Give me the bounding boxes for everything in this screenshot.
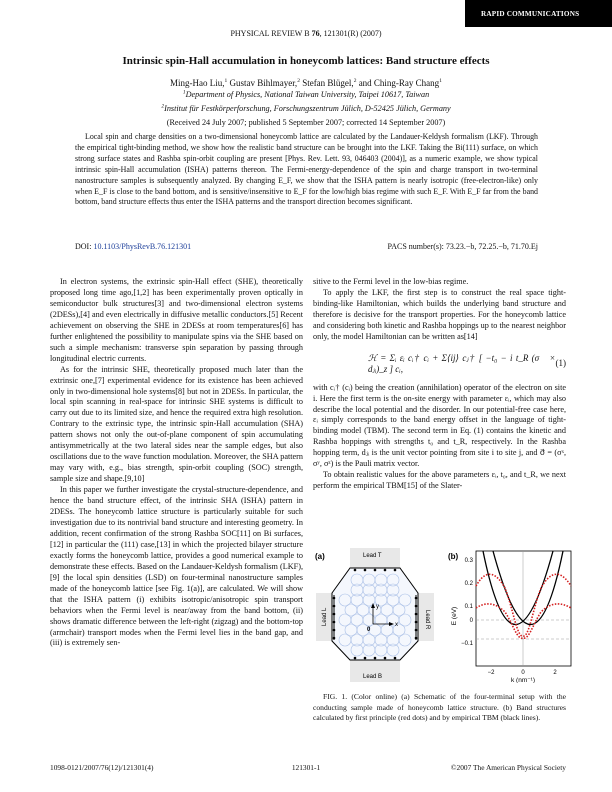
svg-text:0: 0 xyxy=(367,627,371,633)
svg-text:0: 0 xyxy=(469,618,473,624)
equation-number: (1) xyxy=(555,358,566,369)
svg-text:Lead L: Lead L xyxy=(322,607,328,626)
svg-text:−2: −2 xyxy=(487,670,495,676)
svg-text:Lead R: Lead R xyxy=(424,610,430,630)
footer-copyright: ©2007 The American Physical Society xyxy=(450,763,566,772)
paragraph: sitive to the Fermi level in the low-bias regime. xyxy=(313,277,469,286)
doi-link[interactable]: 10.1103/PhysRevB.76.121301 xyxy=(93,242,192,251)
paper-title: Intrinsic spin-Hall accumulation in honeycomb lattices: Band structure effects xyxy=(122,55,490,67)
right-column xyxy=(313,277,566,492)
footer-page-number: 121301-1 xyxy=(291,763,321,772)
svg-text:0.1: 0.1 xyxy=(464,604,473,610)
paragraph: As for the intrinsic SHE, theoretically proposed much later than the extrinsic one,[7] experimental evidence for its existence has been achieved only in two-dimensional hole systems[8] but not in 2DESs. In particular, the local spin scanning in real-space for intrinsic SHE systems is difficult to carry out due to its limited size, and hence the required extra high resolution. Contrary to the extrinsic type, the intrinsic spin-Hall accumulation (SHA) pattern shows not only the out-of-plane component of spin accumulating antisymmetrically at the two lateral sides near the sample edges, but also oscillations due to the wave function modulation. Moreover, the SHA pattern may vary with, e.g., bias strength, spin-orbit coupling (SOC) strength, sample size and shape.[9,10] xyxy=(50,364,303,484)
rapid-communications-banner xyxy=(465,0,612,27)
abstract: Local spin and charge densities on a two-dimensional honeycomb lattice are calculated by the Landauer-Keldysh formalism (LKF). Through the empirical tight-binding method, we show how the realistic band structure can be brought into the LKF. Taking the Bi(111) surface, on which strong surface states and Rashba spin-orbit coupling are present [Phys. Rev. Lett. 93, 046403 (2004)], as a numeric example, we show typical intrinsic spin-Hall accumulation (ISHA) patterns thereon. The Fermi-energy-dependence of the spin and charge transport in two-terminal nanostructure samples is subsequently analyzed. By changing E_F, we show that the ISHA pattern is nearly isotropic (free-electron-like) only when E_F is close to the band bottom, and is sensitive/insensitive to E_F for the low/high bias regime with such E_F. With E_F far from the band bottom, band structure effects thus enter the ISHA patterns and the transport direction becomes significant. xyxy=(75,132,538,207)
author: and Ching-Ray Chang$^1$ xyxy=(358,78,442,88)
equation-body: ℋ = Σᵢ εᵢ cᵢ† cᵢ + Σ⟨ij⟩ cⱼ† [ −t₀ − i t_R (σ⃗ × dⱼᵢ)_z ] cᵢ, xyxy=(368,352,556,374)
paragraph: To obtain realistic values for the above parameters εᵢ, t₀, and t_R, we next perform the empirical TBM[15] of the Slater- xyxy=(313,470,566,491)
paragraph: In this paper we further investigate the crystal-structure-dependence, and hence the band structure effect, of the intrinsic SHA (ISHA) pattern in 2DESs. The honeycomb lattice structure is particularly suitable for such investigation due to its nontrivial band structure and interesting geometry. In addition, recent confirmation of the strong Rashba SOC[11] on Bi surfaces,[12] in particular the (111) case,[13] in which the projected bilayer structure exactly forms the honeycomb lattice, provides a good numerical example to demonstrate these effects. Based on the Landauer-Keldysh formalism (LKF),[9] the local spin densities (LSD) on four-terminal nanostructure samples made of the honeycomb lattice [see Fig. 1(a)], are calculated. We will show that the ISHA pattern (i) exhibits isotropic/anisotropic spin transport behaviors when the Fermi level is near/away from the band bottom, (ii) shows dramatic difference between the left-right (zigzag) and the bottom-top (armchair) transport modes when the Fermi level lies in the band gap, and (iii) is extremely sen- xyxy=(50,485,303,648)
svg-text:Lead T: Lead T xyxy=(363,553,382,559)
svg-text:(b): (b) xyxy=(448,552,459,561)
svg-text:−0.1: −0.1 xyxy=(461,641,473,647)
paragraph: To apply the LKF, the first step is to construct the real space tight-binding-like Hamiltonian, which builds the underlying band structure and therefore is decisive for the transport properties. For the honeycomb lattice and considering both kinetic and Rashba hoppings up to the nearest neighbor only, the model Hamiltonian can be written as[14] xyxy=(313,287,566,341)
svg-text:Lead B: Lead B xyxy=(363,674,383,680)
article-id: 121301(R) (2007) xyxy=(323,29,382,38)
author-list xyxy=(0,78,612,88)
author: Ming-Hao Liu,$^1$ xyxy=(170,78,228,88)
svg-text:0: 0 xyxy=(521,670,525,676)
footer-issn: 1098-0121/2007/76(12)/121301(4) xyxy=(50,763,154,772)
figure-1 xyxy=(313,548,576,683)
left-column xyxy=(50,277,303,649)
journal-header: PHYSICAL REVIEW B 76, 121301(R) (2007) xyxy=(230,29,382,38)
panel-b-band-structure xyxy=(448,551,571,683)
journal-name: PHYSICAL REVIEW B xyxy=(230,29,310,38)
svg-text:0.3: 0.3 xyxy=(464,558,473,564)
author: Stefan Blügel,$^2$ xyxy=(302,78,357,88)
affiliation: $^1$Department of Physics, National Taiwan University, Taipei 10617, Taiwan xyxy=(182,89,430,99)
svg-text:y: y xyxy=(376,604,379,610)
received-dates: (Received 24 July 2007; published 5 September 2007; corrected 14 September 2007) xyxy=(166,118,446,127)
paragraph: In electron systems, the extrinsic spin-Hall effect (SHE), theoretically proposed long time ago,[1,2] has been experimentally proven optically in semiconductor bulk structures[3] and two-dimensional electron systems (2DESs),[4] and even electrically in diffusive metallic conductors.[5] Recent achievement on observing the SHE in 2DESs at room temperatures[6] has further enlightened the possibility to manipulate spins via the SHE based on such a simple mechanism: transverse spin separation by passing through longitudinal electric currents. xyxy=(50,277,303,363)
paragraph: with cᵢ† (cᵢ) being the creation (annihilation) operator of the electron on site i. Here the first term is the on-site energy with parameter εᵢ, which may also describe the local potential and the disorder. In our potential-free case here, εᵢ simply corresponds to the band energy offset in the language of tight-binding model (TBM). The second term in Eq. (1) contains the kinetic and Rashba hoppings with strengths t₀ and t_R, respectively. In the Rashba hopping term, dⱼᵢ is the unit vector pointing from site i to site j, and σ⃗ = (σˣ, σʸ, σᶻ) is the Pauli matrix vector. xyxy=(313,382,566,469)
banner-label: RAPID COMMUNICATIONS xyxy=(481,9,580,18)
affiliation: $^2$Institut für Festkörperforschung, Forschungszentrum Jülich, D-52425 Jülich, Germany xyxy=(161,103,451,113)
journal-volume: 76 xyxy=(311,29,320,38)
panel-a-schematic xyxy=(315,548,434,682)
svg-text:2: 2 xyxy=(553,670,557,676)
figure-graphic xyxy=(313,548,576,683)
author: Gustav Bihlmayer,$^2$ xyxy=(229,78,300,88)
svg-text:E (eV): E (eV) xyxy=(451,606,458,626)
equation-1 xyxy=(313,353,566,375)
doi: DOI: 10.1103/PhysRevB.76.121301 xyxy=(75,242,192,251)
svg-text:0.2: 0.2 xyxy=(464,581,473,587)
svg-text:k (nm⁻¹): k (nm⁻¹) xyxy=(510,677,536,683)
svg-text:x: x xyxy=(395,622,398,628)
figure-caption: FIG. 1. (Color online) (a) Schematic of the four-terminal setup with the conducting sample made of honeycomb lattice structure. (b) Band structures calculated by first principle (red dots) and by empirical TBM (black lines). xyxy=(313,692,566,723)
pacs-numbers: PACS number(s): 73.23.−b, 72.25.−b, 71.70.Ej xyxy=(387,242,538,251)
svg-text:(a): (a) xyxy=(315,552,325,561)
